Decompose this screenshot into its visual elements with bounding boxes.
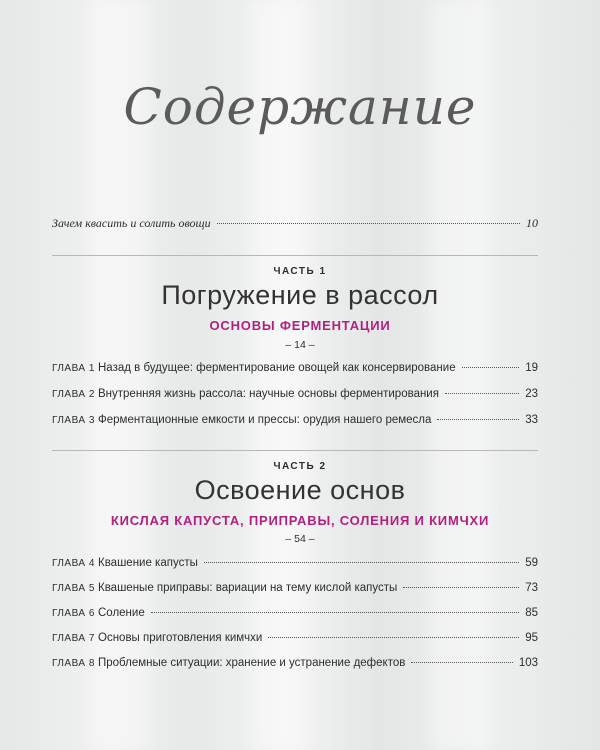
separator-line [52,255,538,256]
entry-page: 10 [526,216,538,230]
chapter-label: ГЛАВА 5 [52,583,95,594]
entry-text: Зачем квасить и солить овощи [52,216,211,230]
chapter-title: Назад в будущее: ферментирование овощей как консервирование [98,362,456,374]
chapter-label: ГЛАВА 2 [52,389,95,400]
separator-line [52,450,538,451]
chapter-entry[interactable] [52,388,538,400]
part-subtitle: ОСНОВЫ ФЕРМЕНТАЦИИ [209,318,391,333]
chapter-entry[interactable] [52,632,538,644]
dot-leader [268,637,519,638]
chapter-page: 23 [525,388,538,400]
dot-leader [411,662,512,663]
part-page: – 14 – [285,339,315,351]
chapter-page: 19 [525,362,538,374]
chapter-entry[interactable] [52,607,538,619]
part-number: ЧАСТЬ 1 [273,266,327,277]
chapter-title: Внутренняя жизнь рассола: научные основы ферментирования [98,388,439,400]
chapter-title: Проблемные ситуации: хранение и устранение дефектов [98,657,406,669]
part-number: ЧАСТЬ 2 [273,461,327,472]
chapter-entry[interactable] [52,557,538,569]
dot-leader [217,223,520,224]
part-title: Погружение в рассол [161,280,439,310]
chapter-page: 103 [518,657,538,669]
dot-leader [403,587,519,588]
chapter-title: Основы приготовления кимчхи [98,632,263,644]
toc-intro-entry[interactable] [52,216,538,231]
chapter-page: 33 [525,414,538,426]
dot-leader [204,562,519,563]
chapter-label: ГЛАВА 1 [52,363,95,374]
chapter-title: Квашение капусты [98,557,198,569]
chapter-label: ГЛАВА 3 [52,415,95,426]
dot-leader [437,419,519,420]
chapter-page: 85 [525,607,538,619]
chapter-label: ГЛАВА 7 [52,633,95,644]
part-title: Освоение основ [194,475,406,505]
chapter-title: Ферментационные емкости и прессы: орудия нашего ремесла [98,414,432,426]
page-title: Содержание [123,78,477,136]
chapter-entry[interactable] [52,657,538,669]
part-subtitle: КИСЛАЯ КАПУСТА, ПРИПРАВЫ, СОЛЕНИЯ И КИМЧХИ [110,513,490,528]
chapter-title: Соление [98,607,145,619]
chapter-label: ГЛАВА 6 [52,608,95,619]
chapter-entry[interactable] [52,582,538,594]
dot-leader [462,367,520,368]
chapter-page: 73 [525,582,538,594]
chapter-label: ГЛАВА 4 [52,558,95,569]
part-page: – 54 – [285,533,315,545]
dot-leader [151,612,519,613]
chapter-entry[interactable] [52,414,538,426]
chapter-page: 95 [525,632,538,644]
chapter-label: ГЛАВА 8 [52,658,95,669]
dot-leader [445,393,519,394]
chapter-entry[interactable] [52,362,538,374]
chapter-title: Квашеные приправы: вариации на тему кислой капусты [98,582,398,594]
chapter-page: 59 [525,557,538,569]
